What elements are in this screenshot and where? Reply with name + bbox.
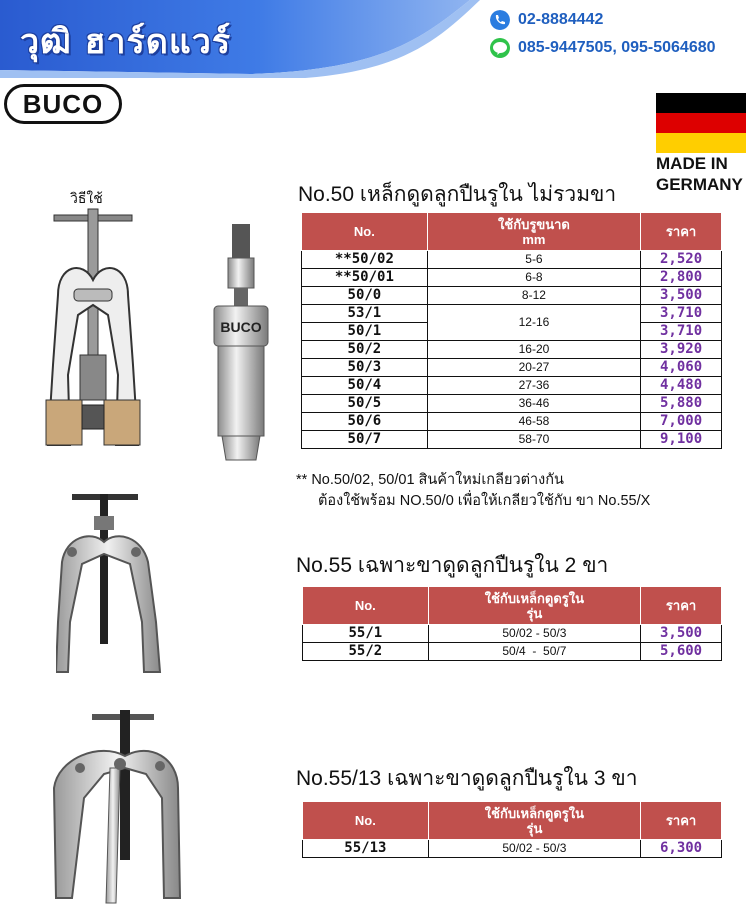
cell-price: 5,600 <box>641 643 722 661</box>
col-header-price: ราคา <box>641 587 722 625</box>
col-header-model-line2: รุ่น <box>526 605 543 621</box>
phone-contact[interactable] <box>490 10 603 30</box>
cell-price: 3,920 <box>641 341 722 359</box>
cell-price: 3,500 <box>641 287 722 305</box>
cell-size: 20-27 <box>427 359 640 377</box>
phone-icon <box>490 10 510 30</box>
cell-size: 27-36 <box>427 377 640 395</box>
table-row <box>302 341 722 359</box>
cell-no: 55/1 <box>303 625 429 643</box>
cell-price: 2,800 <box>641 269 722 287</box>
made-in-line2: GERMANY <box>656 175 743 194</box>
product-50-image <box>198 222 288 467</box>
col-header-size-line2: mm <box>522 231 546 247</box>
col-header-model-line1: ใช้กับเหล็กดูดรูใน <box>484 590 584 606</box>
col-header-price: ราคา <box>641 802 722 840</box>
col-header-model-line2: รุ่น <box>526 820 543 836</box>
cell-no: 55/2 <box>303 643 429 661</box>
col-header-no: No. <box>302 213 428 251</box>
cell-size: 5-6 <box>427 251 640 269</box>
cell-no: 50/5 <box>302 395 428 413</box>
table-row <box>302 359 722 377</box>
made-in-line1: MADE IN <box>656 154 728 173</box>
product-55-13-image <box>50 708 182 908</box>
cell-size: 12-16 <box>427 305 640 341</box>
cell-no: 50/6 <box>302 413 428 431</box>
cell-no: 50/4 <box>302 377 428 395</box>
cell-no: 50/3 <box>302 359 428 377</box>
price-table-55-13 <box>302 801 722 858</box>
buco-logo: BUCO <box>4 84 122 124</box>
col-header-no: No. <box>303 587 429 625</box>
cell-no: 50/7 <box>302 431 428 449</box>
cell-price: 4,480 <box>641 377 722 395</box>
cell-size: 46-58 <box>427 413 640 431</box>
cell-price: 4,060 <box>641 359 722 377</box>
table-row <box>302 413 722 431</box>
col-header-model-line1: ใช้กับเหล็กดูดรูใน <box>484 805 585 821</box>
brand-name: วุฒิ ฮาร์ดแวร์ <box>20 22 232 62</box>
product-55-image <box>56 492 168 680</box>
svg-text:BUCO: BUCO <box>220 319 262 335</box>
usage-label: วิธีใช้ <box>70 191 103 207</box>
cell-no: 53/1 <box>302 305 428 323</box>
table-row <box>303 625 722 643</box>
cell-no: **50/02 <box>302 251 428 269</box>
made-in-label <box>656 153 743 195</box>
col-header-model <box>428 802 640 840</box>
cell-size: 6-8 <box>427 269 640 287</box>
table-row <box>303 840 722 858</box>
germany-flag-icon <box>656 93 746 153</box>
flag-stripe-gold <box>656 133 746 153</box>
cell-price: 3,710 <box>641 305 722 323</box>
col-header-model <box>428 587 640 625</box>
col-header-size <box>427 213 640 251</box>
line-icon <box>490 38 510 58</box>
cell-price: 5,880 <box>641 395 722 413</box>
cell-model: 50/02 - 50/3 <box>428 625 640 643</box>
section-55-title: No.55 เฉพาะขาดูดลูกปืนรูใน 2 ขา <box>296 554 609 577</box>
price-table-55 <box>302 586 722 661</box>
cell-price: 6,300 <box>641 840 722 858</box>
cell-price: 3,710 <box>641 323 722 341</box>
col-header-size-line1: ใช้กับรูขนาด <box>498 216 570 232</box>
col-header-no: No. <box>303 802 429 840</box>
cell-no: 50/0 <box>302 287 428 305</box>
usage-illustration <box>38 205 148 450</box>
cell-no: **50/01 <box>302 269 428 287</box>
table-row <box>302 269 722 287</box>
section-55-13-title: No.55/13 เฉพาะขาดูดลูกปืนรูใน 3 ขา <box>296 767 638 790</box>
cell-price: 3,500 <box>641 625 722 643</box>
flag-stripe-red <box>656 113 746 133</box>
table-row <box>302 395 722 413</box>
cell-size: 8-12 <box>427 287 640 305</box>
price-table-50 <box>301 212 722 449</box>
section-50-title: No.50 เหล็กดูดลูกปืนรูใน ไม่รวมขา <box>298 183 617 206</box>
flag-stripe-black <box>656 93 746 113</box>
phone-number: 02-8884442 <box>518 11 604 28</box>
table-row <box>302 287 722 305</box>
cell-price: 7,000 <box>641 413 722 431</box>
cell-no: 50/2 <box>302 341 428 359</box>
table-row <box>302 251 722 269</box>
cell-price: 9,100 <box>641 431 722 449</box>
table-row <box>303 643 722 661</box>
cell-model: 50/02 - 50/3 <box>428 840 640 858</box>
table-row <box>302 431 722 449</box>
cell-model: 50/4 - 50/7 <box>428 643 640 661</box>
table-row <box>302 377 722 395</box>
table-row <box>302 305 722 323</box>
line-contact[interactable] <box>490 38 716 58</box>
cell-no: 55/13 <box>303 840 429 858</box>
col-header-price: ราคา <box>641 213 722 251</box>
cell-size: 58-70 <box>427 431 640 449</box>
cell-size: 16-20 <box>427 341 640 359</box>
cell-price: 2,520 <box>641 251 722 269</box>
note-line1: ** No.50/02, 50/01 สินค้าใหม่เกลียวต่างกัน <box>296 472 564 488</box>
cell-size: 36-46 <box>427 395 640 413</box>
line-numbers: 085-9447505, 095-5064680 <box>518 39 716 56</box>
product-note <box>296 470 650 512</box>
note-line2: ต้องใช้พร้อม NO.50/0 เพื่อให้เกลียวใช้กับ ขา No.55/X <box>318 493 651 509</box>
cell-no: 50/1 <box>302 323 428 341</box>
